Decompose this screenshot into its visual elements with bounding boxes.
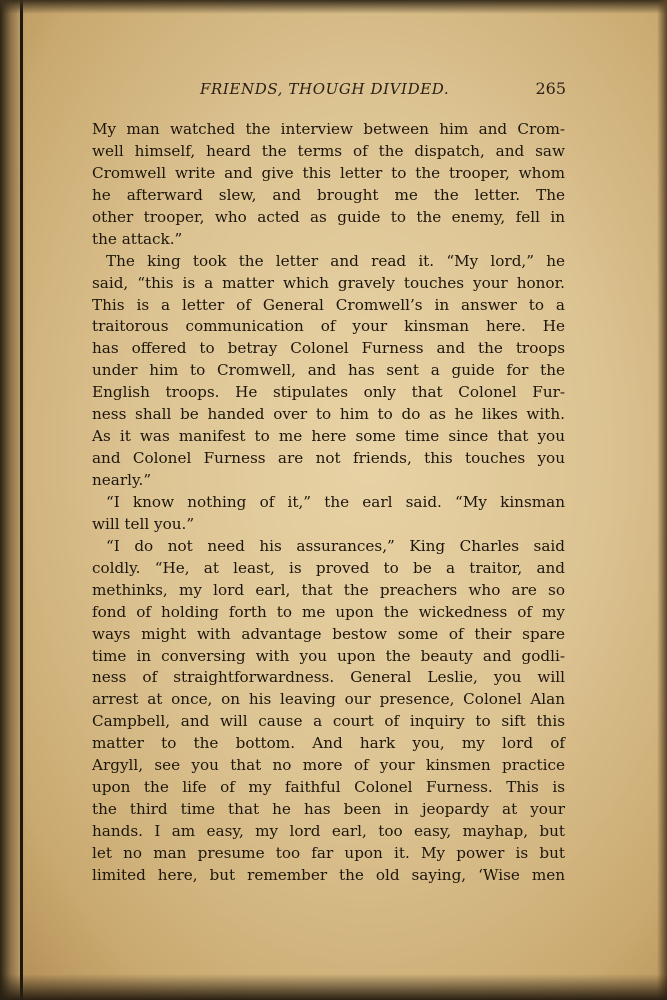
right-edge-shadow [657, 0, 667, 1000]
text-line: Cromwell write and give this letter to the trooper, whom [92, 163, 565, 182]
text-line: arrest at once, on his leaving our presence, Colonel Alan [92, 690, 565, 709]
text-line: he afterward slew, and brought me the letter. The [92, 185, 565, 204]
text-line: nearly.” [92, 471, 152, 489]
text-line: traitorous communication of your kinsman here. He [92, 317, 565, 336]
running-head [86, 80, 566, 104]
text-line: methinks, my lord earl, that the preachers who are so [92, 580, 565, 599]
text-line: other trooper, who acted as guide to the enemy, fell in [92, 207, 565, 226]
text-line: Campbell, and will cause a court of inquiry to sift this [92, 712, 565, 731]
text-line: “I do not need his assurances,” King Charles said [106, 536, 565, 555]
top-edge-shadow [0, 0, 667, 14]
text-line: The king took the letter and read it. “My lord,” he [106, 251, 565, 270]
text-line: has offered to betray Colonel Furness and the troops [92, 339, 565, 358]
text-line: fond of holding forth to me upon the wickedness of my [92, 602, 565, 621]
text-line: English troops. He stipulates only that Colonel Fur- [92, 383, 565, 402]
text-line: ness shall be handed over to him to do as he likes with. [92, 405, 565, 424]
text-line: and Colonel Furness are not friends, this touches you [92, 449, 565, 468]
bottom-edge-shadow [0, 974, 667, 1000]
page-number: 265 [535, 79, 566, 98]
text-line: hands. I am easy, my lord earl, too easy, mayhap, but [92, 822, 565, 840]
text-line: the attack.” [92, 229, 183, 248]
running-head-title: FRIENDS, THOUGH DIVIDED. [200, 80, 450, 98]
text-line: This is a letter of General Cromwell’s in answer to a [92, 295, 565, 314]
text-line: said, “this is a matter which gravely touches your honor. [92, 273, 565, 292]
text-line: ways might with advantage bestow some of their spare [92, 624, 565, 643]
text-line: will tell you.” [92, 514, 195, 533]
text-line: the third time that he has been in jeopardy at your [92, 800, 565, 819]
text-line: under him to Cromwell, and has sent a guide for the [92, 361, 565, 380]
text-line: limited here, but remember the old saying, ‘Wise men [92, 865, 565, 884]
text-line: matter to the bottom. And hark you, my lord of [92, 734, 565, 753]
text-line: let no man presume too far upon it. My power is but [92, 843, 565, 862]
text-line: well himself, heard the terms of the dispatch, and saw [92, 141, 565, 160]
text-line: upon the life of my faithful Colonel Furness. This is [92, 778, 565, 797]
text-line: My man watched the interview between him and Crom- [92, 120, 565, 138]
text-line: As it was manifest to me here some time since that you [92, 427, 565, 446]
binding-edge [20, 0, 23, 1000]
text-line: time in conversing with you upon the beauty and godli- [92, 646, 565, 665]
text-line: “I know nothing of it,” the earl said. “My kinsman [106, 492, 565, 511]
text-line: ness of straightforwardness. General Leslie, you will [92, 668, 565, 687]
body-text [92, 119, 565, 887]
text-line: Argyll, see you that no more of your kinsmen practice [92, 756, 565, 775]
text-line: coldly. “He, at least, is proved to be a traitor, and [92, 558, 565, 577]
